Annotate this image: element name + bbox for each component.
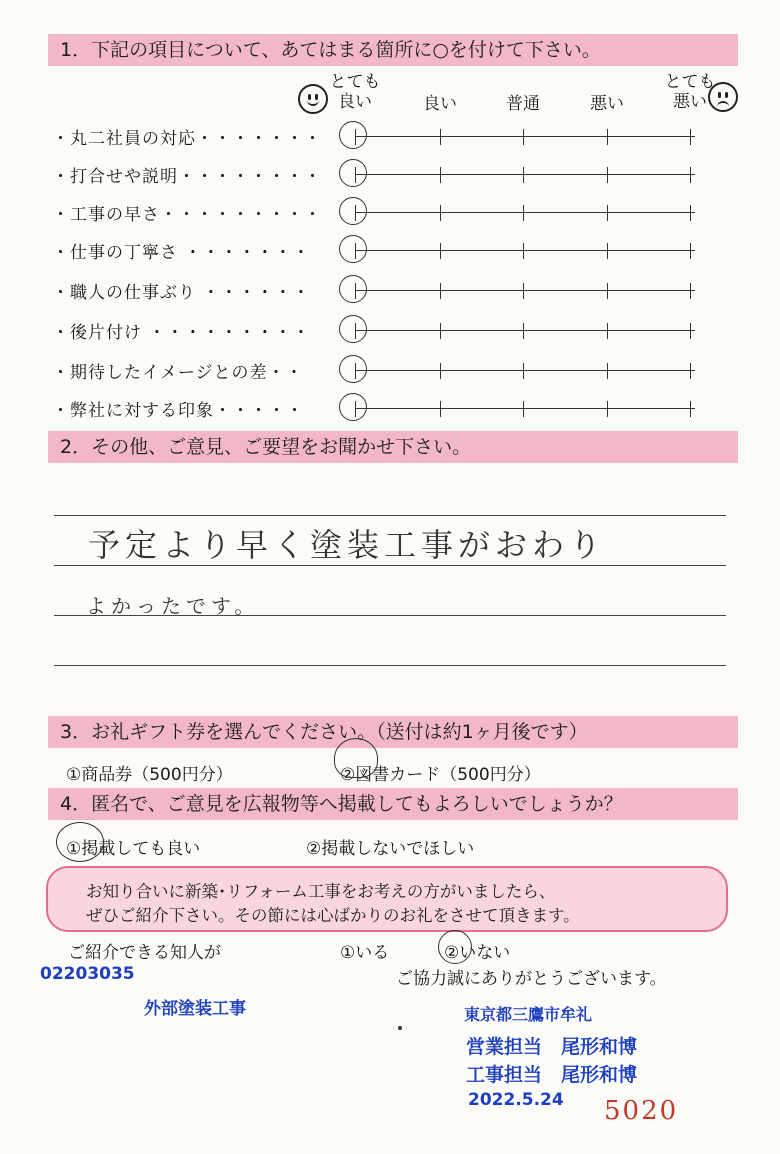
thank-you-message: ご協力誠にありがとうございます。 <box>396 969 667 989</box>
rating-scale-line <box>355 250 695 251</box>
rating-option-tick[interactable] <box>690 323 691 339</box>
rating-option-tick[interactable] <box>523 205 524 221</box>
section4-heading: 4．匿名で、ご意見を広報物等へ掲載してもよろしいでしょうか？ <box>48 788 738 820</box>
rating-scale-line <box>355 290 695 291</box>
rating-option-tick[interactable] <box>440 283 441 299</box>
hand-drawn-selection-circle <box>339 197 367 225</box>
section1-heading: 1．下記の項目について、あてはまる箇所に○を付けて下さい。 <box>48 34 738 66</box>
rating-option-tick[interactable] <box>523 401 524 417</box>
rating-item-label: ・丸二社員の対応・・・・・・・ <box>52 129 322 149</box>
rating-item-label: ・後片付け ・・・・・・・・・ <box>52 323 311 343</box>
rating-option-tick[interactable] <box>690 283 691 299</box>
rating-option-tick[interactable] <box>523 167 524 183</box>
hand-drawn-selection-circle <box>339 159 367 187</box>
rating-scale-line <box>355 136 695 137</box>
rating-option-tick[interactable] <box>523 323 524 339</box>
rating-option-tick[interactable] <box>440 401 441 417</box>
rating-option-tick[interactable] <box>607 363 608 379</box>
hand-drawn-selection-circle <box>339 235 367 263</box>
rating-option-tick[interactable] <box>690 401 691 417</box>
rating-option-tick[interactable] <box>690 129 691 145</box>
rating-item-label: ・期待したイメージとの差・・ <box>52 363 304 383</box>
gift-option-book-card[interactable]: ②図書カード（500円分） <box>340 765 541 785</box>
rating-option-tick[interactable] <box>440 205 441 221</box>
hand-drawn-selection-circle <box>339 121 367 149</box>
rating-option-tick[interactable] <box>607 129 608 145</box>
scale-label: とても 悪い <box>664 72 716 112</box>
publish-option-decline[interactable]: ②掲載しないでほしい <box>306 839 475 859</box>
referral-line1: お知り合いに新築･リフォーム工事をお考えの方がいましたら、 <box>86 882 556 901</box>
referral-notice-box <box>46 866 728 932</box>
rating-option-tick[interactable] <box>607 205 608 221</box>
hand-drawn-selection-circle <box>339 393 367 421</box>
construction-rep: 工事担当 尾形和博 <box>466 1064 638 1086</box>
location: 東京都三鷹市牟礼 <box>464 1005 593 1024</box>
publish-option-ok[interactable]: ①掲載しても良い <box>66 839 201 859</box>
date: 2022.5.24 <box>468 1090 564 1110</box>
handwritten-comment-line1: 予定より早く塗装工事がおわり <box>88 526 607 564</box>
scale-label: とても 良い <box>329 72 381 112</box>
referral-line2: ぜひご紹介下さい。その節には心ばかりのお礼をさせて頂きます。 <box>86 906 580 925</box>
handwritten-number: 5020 <box>604 1096 679 1126</box>
rating-option-tick[interactable] <box>440 129 441 145</box>
rating-option-tick[interactable] <box>607 401 608 417</box>
rating-option-tick[interactable] <box>523 129 524 145</box>
rating-option-tick[interactable] <box>440 363 441 379</box>
hand-drawn-circle-publish <box>56 822 104 862</box>
referral-option-yes[interactable]: ①いる <box>340 943 390 963</box>
referral-question: ご紹介できる知人が <box>68 943 221 963</box>
hand-drawn-circle-referral <box>438 930 472 964</box>
work-type: 外部塗装工事 <box>144 999 246 1019</box>
hand-drawn-selection-circle <box>339 275 367 303</box>
rating-option-tick[interactable] <box>607 283 608 299</box>
rating-option-tick[interactable] <box>690 243 691 259</box>
rating-option-tick[interactable] <box>607 167 608 183</box>
rating-option-tick[interactable] <box>607 243 608 259</box>
rating-option-tick[interactable] <box>440 243 441 259</box>
rating-scale-line <box>355 174 695 175</box>
section2-heading: 2．その他、ご意見、ご要望をお聞かせ下さい。 <box>48 431 738 463</box>
rating-option-tick[interactable] <box>440 323 441 339</box>
handwritten-comment-line2: よかったです。 <box>86 594 260 618</box>
hand-drawn-selection-circle <box>339 355 367 383</box>
rating-scale-line <box>355 370 695 371</box>
section3-heading: 3．お礼ギフト券を選んでください。（送付は約1ヶ月後です） <box>48 716 738 748</box>
rating-option-tick[interactable] <box>607 323 608 339</box>
rating-option-tick[interactable] <box>690 167 691 183</box>
rating-option-tick[interactable] <box>523 243 524 259</box>
rating-option-tick[interactable] <box>440 167 441 183</box>
gift-option-product-voucher[interactable]: ①商品券（500円分） <box>66 765 233 785</box>
rating-item-label: ・弊社に対する印象・・・・・ <box>52 401 304 421</box>
rating-scale-line <box>355 330 695 331</box>
rating-option-tick[interactable] <box>690 205 691 221</box>
rating-option-tick[interactable] <box>690 363 691 379</box>
scale-label: 悪い <box>590 94 624 114</box>
hand-drawn-selection-circle <box>339 315 367 343</box>
rating-item-label: ・職人の仕事ぶり ・・・・・・ <box>52 283 311 303</box>
rating-scale-line <box>355 408 695 409</box>
hand-drawn-circle-gift <box>334 738 378 778</box>
punch-dot <box>398 1026 402 1030</box>
referral-option-no[interactable]: ②いない <box>444 943 511 963</box>
customer-code: 02203035 <box>40 964 135 984</box>
rating-item-label: ・打合せや説明・・・・・・・・ <box>52 167 322 187</box>
rating-item-label: ・仕事の丁寧さ ・・・・・・・ <box>52 243 311 263</box>
answer-line <box>54 665 726 666</box>
sales-rep: 営業担当 尾形和博 <box>466 1036 638 1058</box>
scale-label: 普通 <box>506 94 540 114</box>
rating-option-tick[interactable] <box>523 363 524 379</box>
answer-line <box>54 515 726 516</box>
rating-option-tick[interactable] <box>523 283 524 299</box>
rating-scale-line <box>355 212 695 213</box>
scale-label: 良い <box>423 94 457 114</box>
rating-item-label: ・工事の早さ・・・・・・・・・ <box>52 205 322 225</box>
